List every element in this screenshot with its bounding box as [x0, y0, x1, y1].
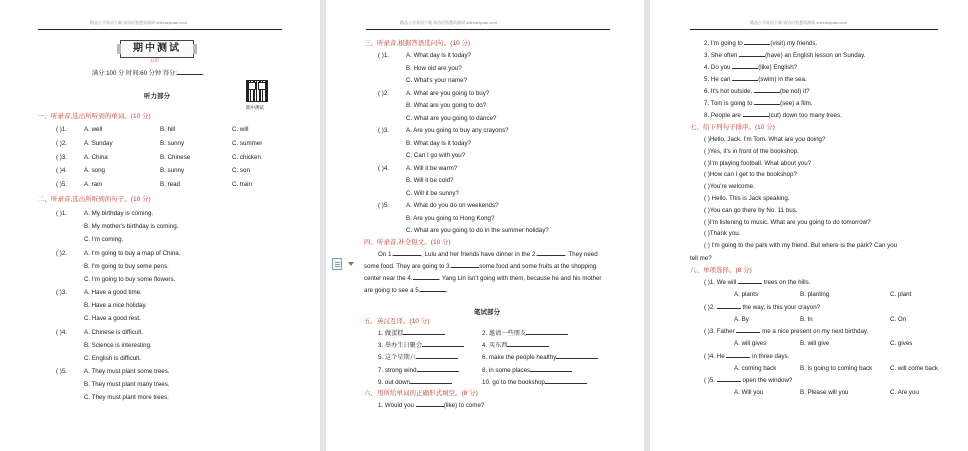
- question-number: ( )1.: [56, 210, 68, 217]
- fill-item-1: 1. Would you (like) to come?: [378, 402, 485, 409]
- translation-left: 3. 举办生日聚会: [378, 342, 464, 350]
- option-b: B. will give: [800, 340, 830, 347]
- option-b: B. Are you going to Hong Kong?: [406, 214, 495, 222]
- qr-label: 期中测试: [246, 105, 264, 110]
- option-c: C. Are you: [890, 389, 919, 396]
- option-a: A. Will you: [734, 389, 764, 396]
- option-b: B. hill: [160, 126, 176, 133]
- mc-question: ( )5. open the window?: [704, 377, 793, 384]
- translation-left: 7. strong wind: [378, 367, 459, 375]
- option-a: A. What do you do on weekends?: [406, 202, 499, 209]
- mc-question: ( )2. the way, is this your crayon?: [704, 303, 821, 311]
- question-number: ( )3.: [56, 289, 68, 297]
- question-number: ( )5.: [56, 181, 68, 189]
- translation-left: 1. 做蛋糕: [378, 330, 445, 338]
- ordering-item: ( )You can go there by No. 11 bus.: [704, 206, 798, 214]
- option-c: C. What's your name?: [406, 77, 468, 84]
- option-a: A. Are you going to buy any crayons?: [406, 127, 509, 134]
- exam-page-1: [0, 0, 320, 451]
- option-b: B. sunny: [160, 167, 185, 175]
- page-header: 精品小学英语下载 请访问智慧资源网 zhihuiziyuan.com: [90, 20, 187, 25]
- option-a: A. My birthday is coming.: [84, 210, 154, 217]
- written-part-heading: 笔试部分: [474, 309, 500, 316]
- question-number: ( )2.: [56, 249, 68, 257]
- header-rule: [690, 29, 938, 30]
- option-b: B. What are you going to do?: [406, 102, 487, 109]
- option-c: C. gives: [890, 340, 913, 347]
- translation-right: 8. in some places: [482, 367, 572, 375]
- section-2-heading: 二、听录音,选出所听到的句子。(10 分): [38, 196, 151, 203]
- passage-line-4: are going to see a 5. .: [364, 287, 449, 294]
- ordering-item: ( )Hello, Jack. I'm Tom. What are you doing?: [704, 136, 826, 143]
- translation-left: 9. out down: [378, 379, 452, 387]
- question-number: ( )4.: [56, 328, 68, 336]
- passage-line-1: On 1. , Lulu and her friends have dinner in the 2. . They need: [378, 251, 598, 258]
- fill-item: 7. Tom is going to (see) a film.: [704, 100, 813, 107]
- option-a: A. well: [84, 126, 103, 133]
- exam-page-2: [326, 0, 644, 451]
- mc-question: ( )4. He in three days.: [704, 352, 790, 360]
- option-b: B. is going to coming back: [800, 364, 873, 372]
- fill-item: 2. I'm going to (visit) my friends.: [704, 40, 818, 47]
- passage-line-3: center near the 4. . Yang Lin isn't going with them, because he and his mother: [364, 275, 602, 282]
- question-number: ( )1.: [378, 52, 390, 59]
- translation-right: 4. 买东西: [482, 342, 549, 350]
- option-b: B. Have a nice holiday.: [84, 302, 147, 310]
- option-a: A. Will it be warm?: [406, 164, 458, 172]
- question-number: ( )4.: [56, 167, 68, 175]
- option-b: B. Will it be cold?: [406, 177, 454, 184]
- document-icon[interactable]: [332, 258, 342, 270]
- translation-right: 6. make the people healthy: [482, 354, 598, 362]
- option-a: A. China: [84, 153, 108, 161]
- option-a: A. rain: [84, 181, 102, 189]
- option-c: C. What are you going to dance?: [406, 114, 497, 122]
- option-a: A. What are you going to buy?: [406, 89, 490, 97]
- option-a: A. Have a good time.: [84, 289, 142, 297]
- chevron-down-icon[interactable]: [348, 262, 354, 266]
- ordering-item: ( )How can I get to the bookshop?: [704, 171, 797, 179]
- ordering-item: ( ) Hello. This is Jack speaking.: [704, 195, 790, 202]
- header-rule: [38, 29, 282, 30]
- option-b: B. How old are you?: [406, 64, 462, 72]
- option-c: C. Can I go with you?: [406, 152, 466, 159]
- question-number: ( )3.: [56, 153, 68, 161]
- question-number: ( )2.: [56, 139, 68, 147]
- page-header: 精品小学英语下载 请访问智慧资源网 zhihuiziyuan.com: [400, 20, 497, 25]
- option-a: A. song: [84, 167, 105, 175]
- ordering-item: ( )Yes, it's in front of the bookshop.: [704, 147, 799, 155]
- section-3-heading: 三、听录音,根据答语选问句。(10 分): [364, 40, 471, 47]
- option-c: C. chicken: [232, 153, 261, 161]
- score-line: 满分:100 分 时间:60 分钟 得分:: [92, 70, 203, 78]
- option-c: C. will come back: [890, 364, 939, 372]
- mc-question: ( )1. We will trees on the hills.: [704, 279, 811, 286]
- option-c: C. Have a good rest.: [84, 315, 141, 323]
- ordering-item: ( )Thank you.: [704, 230, 741, 238]
- ordering-item: ( ) I'm going to the park with my friend. But where is the park? Can you: [704, 242, 898, 250]
- option-a: A. coming back: [734, 364, 777, 372]
- option-b: B. Please will you: [800, 389, 849, 396]
- option-c: C. plant: [890, 291, 912, 298]
- question-number: ( )2.: [378, 89, 390, 97]
- option-c: C. son: [232, 167, 250, 175]
- option-c: C. train: [232, 181, 252, 189]
- mc-question: ( )3. Father me a nice present on my next birthday.: [704, 328, 869, 335]
- header-rule: [366, 29, 610, 30]
- exam-page-3: [650, 0, 968, 451]
- fill-item: 6. It's hot outside, (be not) it?: [704, 88, 810, 95]
- translation-right: 10. go to the bookshop: [482, 379, 587, 387]
- grade-label: 五年: [150, 58, 159, 63]
- option-a: A. By: [734, 315, 749, 323]
- option-c: C. will: [232, 126, 249, 133]
- option-b: B. What day is it today?: [406, 139, 471, 147]
- translation-left: 5. 这个星期六: [378, 354, 458, 362]
- section-1-heading: 一、听录音,选出所听到的单词。(10 分): [38, 113, 151, 120]
- option-c: C. They must plant more trees.: [84, 394, 169, 402]
- listening-part-heading: 听力部分: [144, 93, 170, 100]
- option-a: A. Chinese is difficult.: [84, 328, 144, 336]
- question-number: ( )4.: [378, 164, 390, 172]
- option-b: B. In: [800, 315, 813, 323]
- question-number: ( )5.: [378, 202, 390, 209]
- section-8-heading: 八、单项选择。(8 分): [690, 267, 752, 274]
- fill-item: 5. He can (swim) in the sea.: [704, 76, 807, 83]
- exam-title: 期中测试: [120, 40, 194, 58]
- ordering-item: ( )You're welcome.: [704, 183, 755, 191]
- question-number: ( )5.: [56, 368, 68, 376]
- section-5-heading: 五、英汉互译。(10 分): [364, 318, 430, 325]
- option-c: C. summer: [232, 139, 263, 147]
- section-7-heading: 七、给下列句子排序。(10 分): [690, 124, 775, 131]
- option-c: C. I'm coming.: [84, 236, 124, 243]
- translation-right: 2. 邀请一些朋友: [482, 330, 568, 338]
- question-number: ( )3.: [378, 127, 390, 134]
- option-a: A. I'm going to buy a map of China.: [84, 249, 181, 257]
- option-b: B. planting: [800, 291, 830, 298]
- option-b: B. Science is interesting.: [84, 341, 152, 349]
- section-6-heading: 六、用所给单词的正确形式填空。(8 分): [364, 390, 478, 397]
- option-b: B. I'm going to buy some pens.: [84, 262, 169, 270]
- option-a: A. What day is it today?: [406, 52, 471, 59]
- option-b: B. My mother's birthday is coming.: [84, 223, 179, 230]
- option-a: A. will gives: [734, 340, 767, 347]
- fill-item: 8. People are (cut) down too many trees.: [704, 112, 842, 119]
- fill-item: 3. She often (have) an English lesson on Sunday.: [704, 52, 866, 59]
- option-c: C. English is difficult.: [84, 354, 141, 362]
- ordering-item: ( )I'm listening to music. What are you going to do tomorrow?: [704, 218, 871, 226]
- option-c: C. I'm going to buy some flowers.: [84, 275, 176, 283]
- option-a: A. They must plant some trees.: [84, 368, 170, 376]
- option-a: A. Sunday: [84, 139, 113, 147]
- fill-item: 4. Do you (like) English?: [704, 64, 798, 71]
- option-b: B. sunny: [160, 139, 185, 147]
- page-header: 精品小学英语下载 请访问智慧资源网 zhihuiziyuan.com: [750, 20, 847, 25]
- passage-line-2: some food. They are going to 3. some food and some fruits at the shopping: [364, 263, 597, 270]
- ordering-item: ( )I'm playing football. What about you?: [704, 159, 812, 167]
- option-c: C. What are you going to do in the summer holiday?: [406, 227, 549, 234]
- question-number: ( )1.: [56, 126, 68, 133]
- qr-code: [246, 80, 268, 102]
- option-c: C. On: [890, 315, 907, 323]
- section-7-tail: tell me?: [690, 255, 712, 262]
- option-a: A. plants: [734, 291, 759, 298]
- option-c: C. Will it be sunny?: [406, 189, 459, 197]
- option-b: B. They must plant many trees.: [84, 381, 170, 389]
- option-b: B. Chinese: [160, 153, 191, 161]
- section-4-heading: 四、听录音,补全短文。(10 分): [364, 239, 451, 246]
- option-b: B. read: [160, 181, 180, 189]
